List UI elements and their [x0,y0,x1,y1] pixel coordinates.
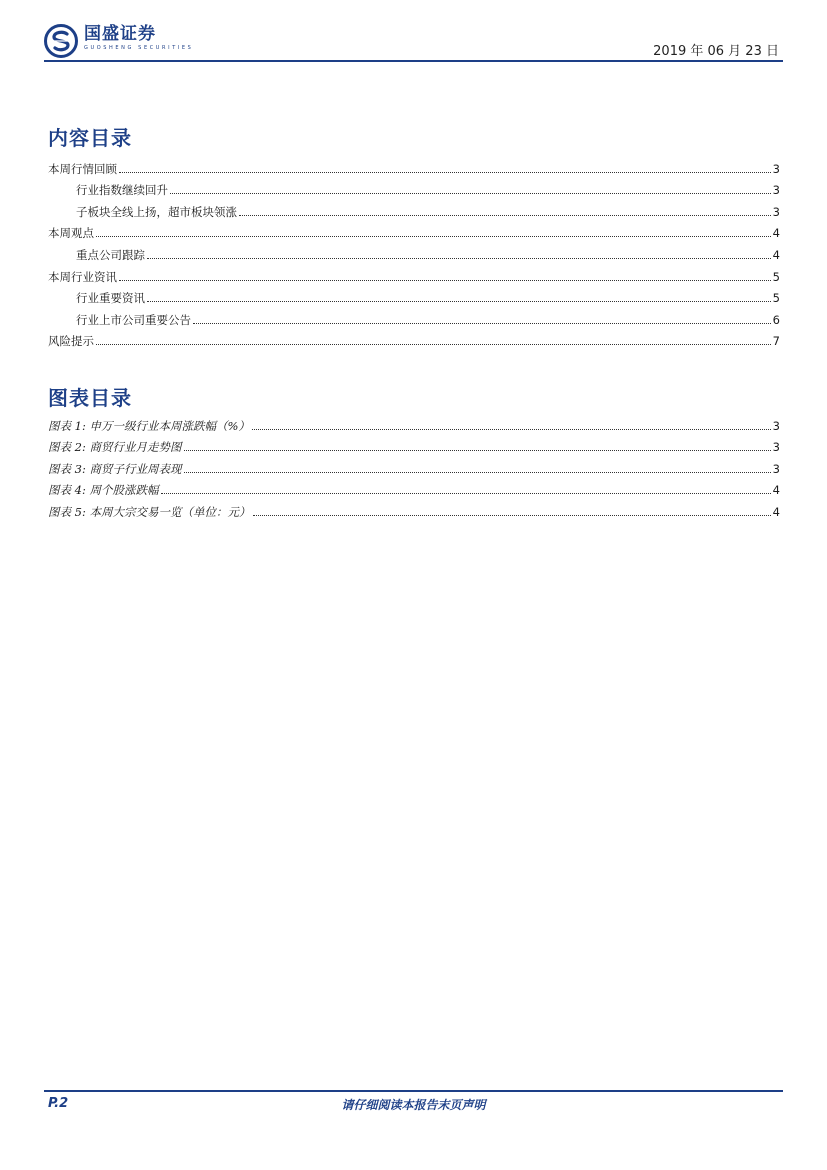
footer-divider [44,1090,783,1092]
dot-leader [147,301,771,302]
toc-entry[interactable] [48,327,780,349]
figure-entry[interactable] [48,454,780,476]
dot-leader [96,344,771,345]
dot-leader [184,472,771,473]
figure-entry-label: 图表 3: 商贸子行业周表现 [48,461,182,476]
dot-leader [161,493,771,494]
guosheng-logo-icon [44,24,78,58]
toc-entry[interactable] [48,284,780,306]
figure-entry-label: 图表 1: 申万一级行业本周涨跌幅（%） [48,418,250,433]
dot-leader [239,215,771,216]
figure-entry-page-number: 3 [772,418,780,433]
toc-entry-label: 风险提示 [48,334,94,349]
page-header [0,0,827,64]
dot-leader [170,193,771,194]
toc-entry-page-number: 5 [772,269,780,284]
dot-leader [147,258,771,259]
toc-entry-label: 本周行业资讯 [48,269,117,284]
toc-entry-label: 子板块全线上扬，超市板块领涨 [76,204,237,219]
toc-entry-page-number: 3 [772,183,780,198]
figure-entry[interactable] [48,476,780,498]
figure-entry-label: 图表 4: 周个股涨跌幅 [48,483,159,498]
footer-disclaimer: 请仔细阅读本报告末页声明 [341,1098,486,1112]
dot-leader [119,172,771,173]
toc-entry-label: 本周观点 [48,226,94,241]
toc-entry[interactable] [48,197,780,219]
toc-entry[interactable] [48,154,780,176]
dot-leader [119,280,771,281]
figure-entry-page-number: 4 [772,504,780,519]
toc-title: 内容目录 [48,126,132,150]
toc-entry-label: 行业上市公司重要公告 [76,312,191,327]
logo-chinese-name: 国盛证券 [84,24,156,44]
company-logo [44,24,193,60]
toc-entry-label: 本周行情回顾 [48,161,117,176]
table-of-contents [48,154,780,348]
dot-leader [96,236,771,237]
figure-entry-page-number: 3 [772,440,780,455]
logo-english-name: GUOSHENG SECURITIES [84,45,194,51]
toc-entry[interactable] [48,219,780,241]
figure-entry-page-number: 3 [772,461,780,476]
figure-entry-page-number: 4 [772,483,780,498]
figure-entry[interactable] [48,497,780,519]
dot-leader [253,515,771,516]
toc-entry-label: 行业指数继续回升 [76,183,168,198]
page-number: P.2 [48,1096,69,1111]
dot-leader [193,323,771,324]
toc-entry-page-number: 7 [772,334,780,349]
toc-entry-page-number: 4 [772,226,780,241]
header-divider [44,60,783,62]
figure-entry-label: 图表 5: 本周大宗交易一览（单位：元） [48,504,251,519]
figure-entry-label: 图表 2: 商贸行业月走势图 [48,440,182,455]
figure-entry[interactable] [48,411,780,433]
toc-entry[interactable] [48,305,780,327]
figures-title: 图表目录 [48,386,132,410]
figure-entry[interactable] [48,433,780,455]
dot-leader [252,429,771,430]
toc-entry-page-number: 3 [772,161,780,176]
report-date: 2019 年 06 月 23 日 [653,44,779,59]
toc-entry-label: 重点公司跟踪 [76,247,145,262]
toc-entry-page-number: 5 [772,291,780,306]
toc-entry[interactable] [48,240,780,262]
toc-entry-page-number: 4 [772,247,780,262]
dot-leader [184,450,771,451]
figure-index [48,411,780,519]
toc-entry-label: 行业重要资讯 [76,291,145,306]
toc-entry[interactable] [48,176,780,198]
toc-entry[interactable] [48,262,780,284]
toc-entry-page-number: 3 [772,204,780,219]
toc-entry-page-number: 6 [772,312,780,327]
